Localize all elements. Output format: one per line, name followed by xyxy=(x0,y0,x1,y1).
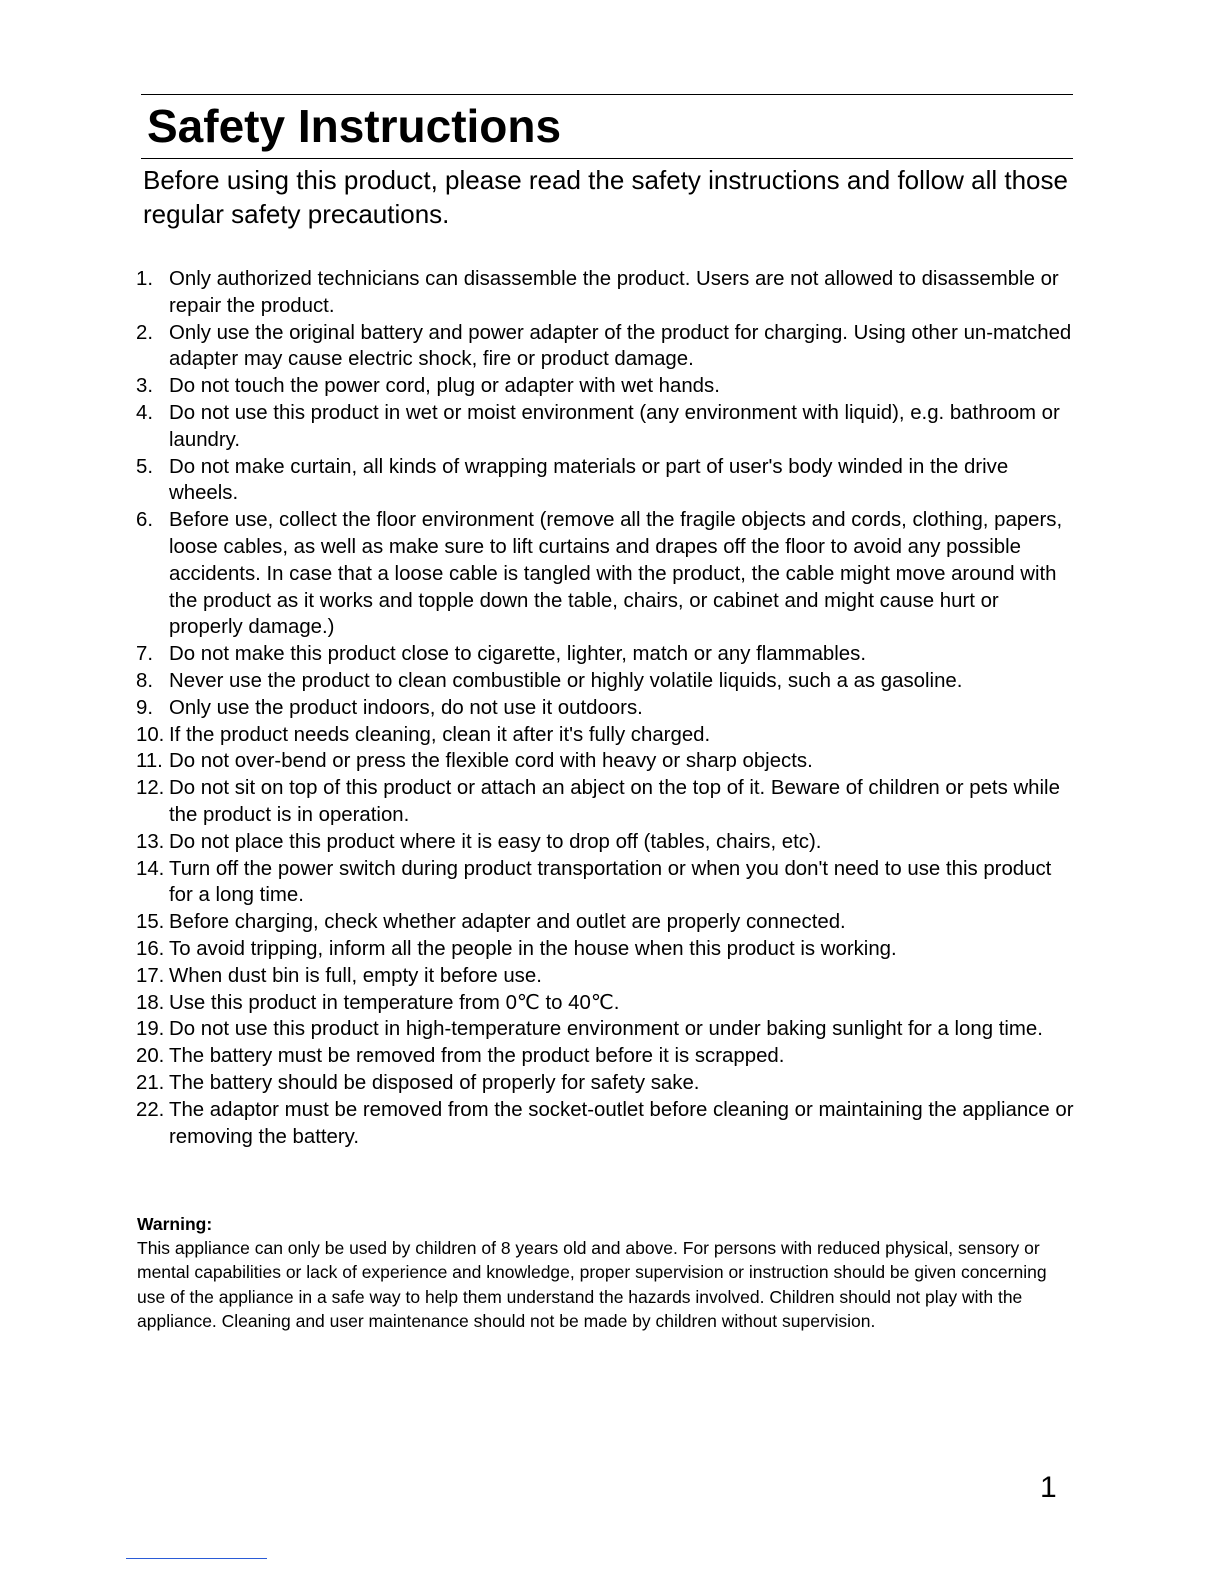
instruction-item xyxy=(0,695,1075,722)
instruction-number: 8. xyxy=(136,669,154,692)
instruction-item xyxy=(0,373,1075,400)
instruction-number: 16. xyxy=(136,937,165,960)
instruction-number: 21. xyxy=(136,1071,165,1094)
warning-section xyxy=(137,1212,1067,1334)
instruction-item xyxy=(0,829,1075,856)
instruction-item xyxy=(0,990,1075,1017)
instruction-number: 5. xyxy=(136,455,154,478)
instruction-text: Before use, collect the floor environment (remove all the fragile objects and cords, clothing, papers, loose cables, as well as make sure to lift curtains and drapes off the floor to avoid any possible accidents. In case that a loose cable is tangled with the product, the cable might move around with the product as it works and topple down the table, chairs, or cabinet and might cause hurt or properly damage.) xyxy=(169,509,1063,639)
instruction-text: Do not sit on top of this product or attach an abject on the top of it. Beware of children or pets while the product is in operation. xyxy=(169,777,1060,826)
instruction-number: 1. xyxy=(136,268,154,290)
instruction-number: 19. xyxy=(136,1018,165,1041)
instruction-text: Do not use this product in high-temperature environment or under baking sunlight for a long time. xyxy=(169,1018,1043,1041)
footer-link-underline xyxy=(126,1558,267,1559)
warning-text: This appliance can only be used by children of 8 years old and above. For persons with reduced physical, sensory or mental capabilities or lack of experience and knowledge, proper supervision or instruction should be given concerning use of the appliance in a safe way to help them understand the hazards involved. Children should not play with the appliance. Cleaning and user maintenance should not be made by children without supervision. xyxy=(137,1238,1047,1332)
instruction-number: 14. xyxy=(136,857,165,880)
instruction-number: 15. xyxy=(136,911,165,934)
instruction-item xyxy=(0,1043,1075,1070)
instruction-item xyxy=(0,400,1075,454)
instruction-text: The battery must be removed from the product before it is scrapped. xyxy=(169,1045,785,1068)
instruction-item xyxy=(0,320,1075,374)
instruction-number: 2. xyxy=(136,321,154,344)
page-title: Safety Instructions xyxy=(147,100,562,152)
instruction-number: 20. xyxy=(136,1045,165,1068)
intro-paragraph: Before using this product, please read the safety instructions and follow all those regular safety precautions. xyxy=(143,165,1068,229)
instruction-number: 13. xyxy=(136,830,165,853)
instruction-text: The adaptor must be removed from the socket-outlet before cleaning or maintaining the appliance or removing the battery. xyxy=(169,1098,1074,1148)
instruction-text: Use this product in temperature from 0℃ to 40℃. xyxy=(169,991,620,1014)
instruction-text: Only use the original battery and power adapter of the product for charging. Using other un-matched adapter may cause electric shock, fire or product damage. xyxy=(169,321,1072,371)
instruction-number: 10. xyxy=(136,723,165,746)
instruction-item xyxy=(0,266,1075,320)
instruction-item xyxy=(0,909,1075,936)
instruction-item xyxy=(0,722,1075,749)
title-divider xyxy=(141,158,1073,159)
instruction-text: Do not touch the power cord, plug or adapter with wet hands. xyxy=(169,375,720,398)
instruction-number: 11. xyxy=(136,750,163,773)
instruction-text: Only use the product indoors, do not use it outdoors. xyxy=(169,696,643,719)
top-divider xyxy=(141,94,1073,95)
instruction-text: When dust bin is full, empty it before use. xyxy=(169,964,542,987)
instruction-number: 6. xyxy=(136,509,154,532)
instruction-item xyxy=(0,1070,1075,1097)
instruction-text: To avoid tripping, inform all the people in the house when this product is working. xyxy=(169,937,897,960)
instruction-item xyxy=(0,748,1075,775)
instruction-item xyxy=(0,507,1075,641)
instruction-number: 12. xyxy=(136,777,165,800)
instruction-number: 4. xyxy=(136,401,154,424)
instruction-number: 18. xyxy=(136,991,165,1014)
instruction-item xyxy=(0,1016,1075,1043)
safety-instructions-list xyxy=(0,266,1224,1150)
instruction-item xyxy=(0,963,1075,990)
instruction-item xyxy=(0,1097,1075,1151)
instruction-text: If the product needs cleaning, clean it after it's fully charged. xyxy=(169,723,711,746)
instruction-text: Before charging, check whether adapter and outlet are properly connected. xyxy=(169,911,846,934)
warning-title: Warning: xyxy=(137,1214,213,1234)
instruction-number: 3. xyxy=(136,375,154,398)
instruction-text: Only authorized technicians can disassemble the product. Users are not allowed to disassemble or repair the product. xyxy=(169,268,1059,317)
instruction-number: 22. xyxy=(136,1098,165,1121)
instruction-text: Never use the product to clean combustible or highly volatile liquids, such a as gasoline. xyxy=(169,669,963,692)
instruction-item xyxy=(0,641,1075,668)
instruction-text: Turn off the power switch during product transportation or when you don't need to use this product for a long time. xyxy=(169,857,1052,907)
instruction-text: Do not place this product where it is easy to drop off (tables, chairs, etc). xyxy=(169,830,822,853)
instruction-item xyxy=(0,454,1075,508)
instruction-text: Do not make this product close to cigarette, lighter, match or any flammables. xyxy=(169,643,867,666)
instruction-text: Do not over-bend or press the flexible cord with heavy or sharp objects. xyxy=(169,750,813,773)
instruction-text: The battery should be disposed of properly for safety sake. xyxy=(169,1071,700,1094)
page-number: 1 xyxy=(1040,1471,1057,1504)
instruction-number: 17. xyxy=(136,964,165,987)
instruction-item xyxy=(0,668,1075,695)
instruction-item xyxy=(0,775,1075,829)
instruction-item xyxy=(0,936,1075,963)
instruction-text: Do not use this product in wet or moist environment (any environment with liquid), e.g. bathroom or laundry. xyxy=(169,401,1060,451)
instruction-item xyxy=(0,856,1075,910)
instruction-number: 9. xyxy=(136,696,154,719)
instruction-text: Do not make curtain, all kinds of wrapping materials or part of user's body winded in the drive wheels. xyxy=(169,455,1009,505)
instruction-number: 7. xyxy=(136,643,154,666)
